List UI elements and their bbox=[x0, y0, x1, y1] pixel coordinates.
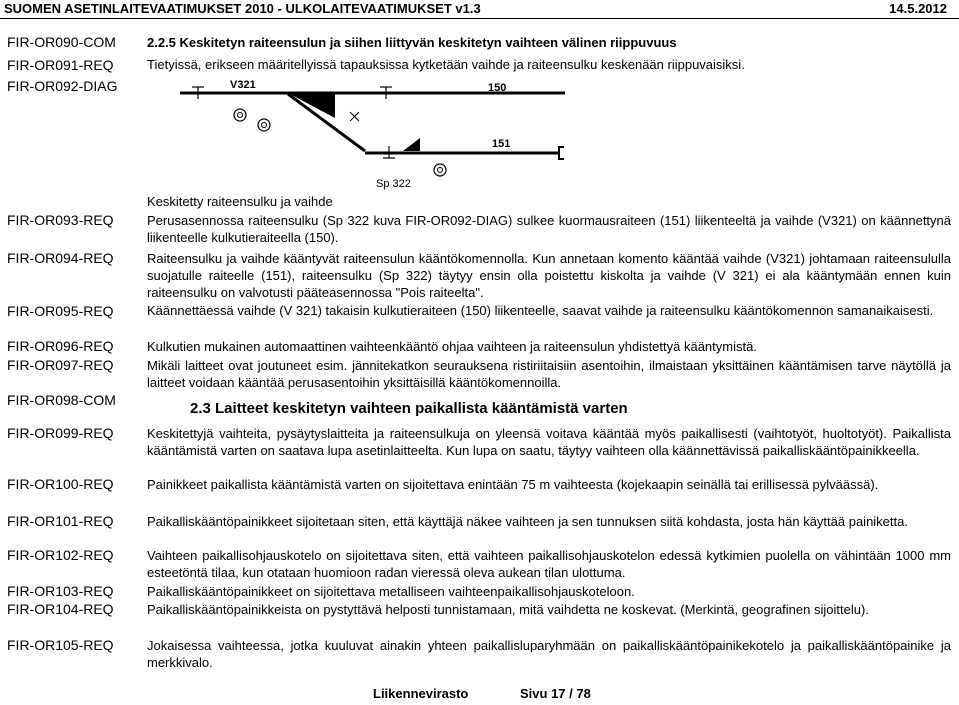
req-text-099: Keskitettyjä vaihteita, pysäytyslaitteita ja raiteensulkuja on yleensä voitava kääntää myös paikallisesti (vaihtotyöt, huoltotyöt). Paikallista kääntämistä varten on saatava lupa asetinlaitteelta. Kun lupa on saatu, täytyy vaihteen olla käännettävissä paikalliskääntöpainikkeella. bbox=[147, 426, 951, 458]
derailer-label: Sp 322 bbox=[376, 178, 411, 190]
footer-organization: Liikennevirasto bbox=[373, 686, 469, 701]
req-text-102: Vaihteen paikallisohjauskotelo on sijoitettava siten, että vaihteen paikallisohjauskotelon edessä kytkimien puolella on vähintään 1000 mm esteetöntä tilaa, kun otataan huomioon radan vieressä oleva aukean tilan ulottuma. bbox=[147, 548, 951, 580]
detector-icon bbox=[434, 164, 446, 176]
switch-label: V321 bbox=[230, 79, 256, 91]
req-text-094: Raiteensulku ja vaihde kääntyvät raiteensulun kääntökomennolla. Kun annetaan komento kääntää vaihde (V321) johtamaan raiteensululla suojatulle raiteelle (151), raiteensulku (Sp 322) täytyy ensin olla poistettu kiskolta ja vaihde (V 321) ei ala kääntymään ennen kuin raiteensulku on valvotusti pääteasennossa "Pois raiteelta". bbox=[147, 251, 951, 300]
req-text-105: Jokaisessa vaihteessa, jotka kuuluvat ainakin yhteen paikallisluparyhmään on paikalliskääntöpainikekotelo ja paikalliskääntöpainike ja merkkivalo. bbox=[147, 638, 951, 670]
main-track-label: 150 bbox=[488, 82, 507, 94]
req-id-097: FIR-OR097-REQ bbox=[7, 357, 114, 373]
req-id-098: FIR-OR098-COM bbox=[7, 392, 116, 408]
req-id-103: FIR-OR103-REQ bbox=[7, 583, 114, 599]
req-id-102: FIR-OR102-REQ bbox=[7, 547, 114, 563]
req-text-091: Tietyissä, erikseen määritellyissä tapauksissa kytketään vaihde ja raiteensulku keskenään riippuvaisiksi. bbox=[147, 57, 745, 72]
switch-v321-symbol bbox=[288, 93, 335, 118]
req-text-103: Paikalliskääntöpainikkeet on sijoitettava metalliseen vaihteenpaikallisohjauskoteloon. bbox=[147, 584, 635, 599]
req-id-105: FIR-OR105-REQ bbox=[7, 637, 114, 653]
req-text-101: Paikalliskääntöpainikkeet sijoitetaan siten, että käyttäjä näkee vaihteen ja sen tunnuksen siitä kohdasta, josta hän käyttää painiketta. bbox=[147, 514, 908, 529]
req-id-104: FIR-OR104-REQ bbox=[7, 601, 114, 617]
detector-icon bbox=[234, 109, 246, 121]
detector-icon bbox=[258, 119, 270, 131]
req-id-096: FIR-OR096-REQ bbox=[7, 338, 114, 354]
derailer-sp322-symbol bbox=[403, 138, 420, 151]
footer-page-number: Sivu 17 / 78 bbox=[520, 686, 591, 701]
req-text-097: Mikäli laitteet ovat joutuneet esim. jännitekatkon seurauksena ristiriitaisiin asentoihin, ilmaistaan yksittäinen kääntämisen tarve näytöllä ja laitteet voidaan kääntää perusasentoihin yksittäisillä kääntökomennoilla. bbox=[147, 358, 951, 390]
req-id-101: FIR-OR101-REQ bbox=[7, 513, 114, 529]
req-id-094: FIR-OR094-REQ bbox=[7, 250, 114, 266]
document-date: 14.5.2012 bbox=[889, 1, 947, 16]
document-title: SUOMEN ASETINLAITEVAATIMUKSET 2010 - ULKOLAITEVAATIMUKSET v1.3 bbox=[4, 1, 481, 16]
track-diagram bbox=[140, 76, 580, 198]
req-id-100: FIR-OR100-REQ bbox=[7, 476, 114, 492]
header-divider bbox=[0, 18, 959, 19]
section-heading-2-3: 2.3 Laitteet keskitetyn vaihteen paikallista kääntämistä varten bbox=[190, 400, 628, 417]
req-text-096: Kulkutien mukainen automaattinen vaihteenkääntö ohjaa vaihteen ja raiteensulun yhdistettyä kääntymistä. bbox=[147, 339, 757, 354]
page-header bbox=[0, 0, 959, 16]
req-text-104: Paikalliskääntöpainikkeista on pystyttävä helposti tunnistamaan, mitä vaihdetta ne koskevat. (Merkintä, geografinen sijoittelu). bbox=[147, 602, 869, 617]
req-text-100: Painikkeet paikallista kääntämistä varten on sijoitettava enintään 75 m vaihteesta (kojekaapin seinällä tai erillisessä pylväässä). bbox=[147, 477, 879, 492]
side-track-label: 151 bbox=[492, 138, 511, 150]
diagram-caption: Keskitetty raiteensulku ja vaihde bbox=[147, 194, 333, 209]
req-text-093: Perusasennossa raiteensulku (Sp 322 kuva FIR-OR092-DIAG) sulkee kuormausraiteen (151) liikenteeltä ja vaihde (V321) on käännettynä liikenteelle kulkutieraiteella (150). bbox=[147, 213, 951, 245]
req-id-090: FIR-OR090-COM bbox=[7, 34, 116, 50]
section-heading-2-2-5: 2.2.5 Keskitetyn raiteensulun ja siihen liittyvän keskitetyn vaihteen välinen riippuvuus bbox=[147, 35, 677, 50]
req-id-099: FIR-OR099-REQ bbox=[7, 425, 114, 441]
req-id-091: FIR-OR091-REQ bbox=[7, 57, 114, 73]
req-id-095: FIR-OR095-REQ bbox=[7, 303, 114, 319]
req-text-095: Käännettäessä vaihde (V 321) takaisin kulkutieraiteen (150) liikenteelle, saavat vaihde ja raiteensulku kääntökomennon samanaikaisesti. bbox=[147, 303, 934, 318]
req-id-092: FIR-OR092-DIAG bbox=[7, 78, 118, 94]
buffer-stop-symbol bbox=[559, 147, 564, 159]
req-id-093: FIR-OR093-REQ bbox=[7, 212, 114, 228]
